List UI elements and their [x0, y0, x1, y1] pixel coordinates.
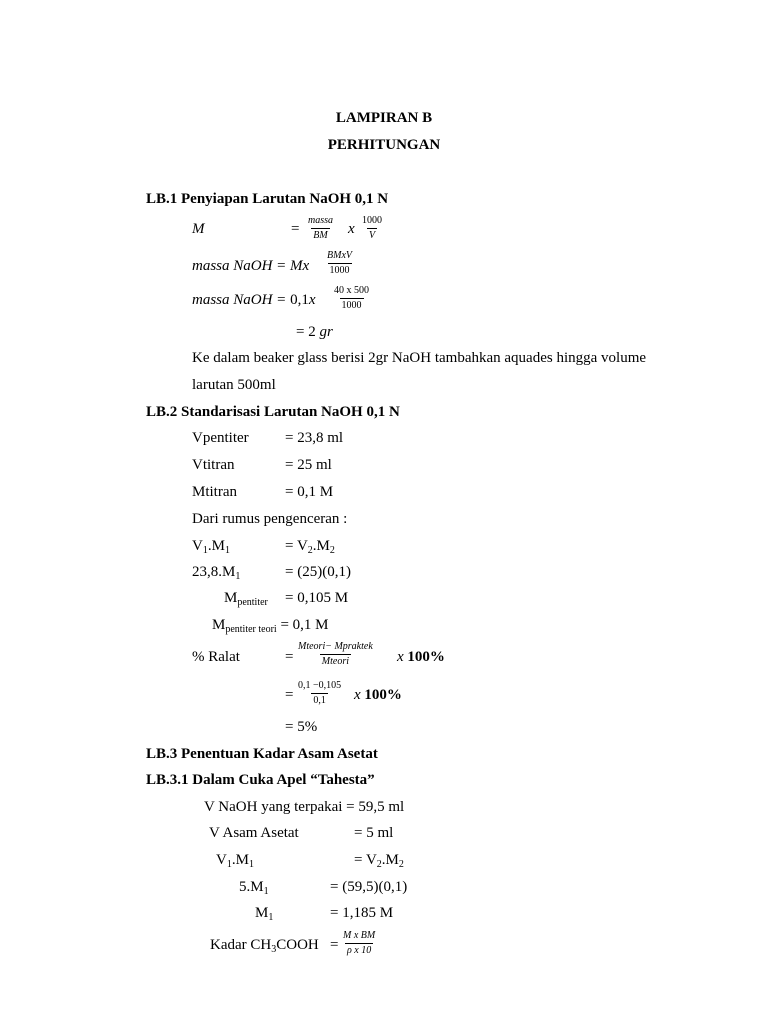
eq3-fraction [332, 286, 371, 311]
v-naoh-used: V NaOH yang terpakai = 59,5 ml [204, 799, 405, 815]
vtitran-value: = 25 ml [285, 457, 332, 473]
eq1-fraction-1000-v [360, 216, 384, 241]
eq2-lhs: massa NaOH = Mx [192, 258, 310, 274]
ralat-denominator: Mteori [321, 656, 349, 667]
mtitran-value: = 0,1 M [285, 484, 334, 500]
ralat-numerator: Mteori− Mpraktek [298, 641, 373, 652]
lb3-r3-rhs: = 1,185 M [330, 905, 394, 921]
eq1-lhs: M [192, 221, 205, 237]
v-asam-value: = 5 ml [354, 825, 394, 841]
mtitran-label: Mtitran [192, 484, 237, 500]
lb1-text-line2: larutan 500ml [192, 377, 276, 393]
eq2-fraction [325, 251, 354, 276]
eq3-value: 0,1 [290, 292, 309, 308]
lb1-text-line1: Ke dalam beaker glass berisi 2gr NaOH tambahkan aquades hingga volume [192, 350, 647, 366]
eq4-unit: gr [319, 324, 333, 340]
ralat-multiplier: x 100% [397, 649, 445, 665]
eq4-equals: = 2 [296, 324, 320, 340]
appendix-subtitle: PERHITUNGAN [327, 137, 441, 153]
vtitran-label: Vtitran [192, 457, 235, 473]
lb2-r1-lhs: $V_1.M_1$ [192, 538, 230, 556]
lb3-r2-rhs: = (59,5)(0,1) [330, 879, 408, 895]
lb1-heading: LB.1 Penyiapan Larutan NaOH 0,1 N [146, 191, 389, 207]
eq3-denominator: 1000 [341, 300, 362, 311]
ralat2-numerator: 0,1 −0,105 [298, 680, 342, 691]
ralat2-fraction [296, 681, 343, 706]
ralat-equals: = [285, 649, 294, 665]
lb2-r2-lhs: $23,8.M_1$ [192, 564, 241, 582]
eq3-line [192, 293, 315, 308]
lb3-heading: LB.3 Penentuan Kadar Asam Asetat [146, 746, 378, 762]
lb2-r2-rhs: = (25)(0,1) [285, 564, 351, 580]
eq1-f2-numerator: 1000 [362, 215, 382, 226]
vpentiter-label: Vpentiter [192, 430, 249, 446]
lb3-r3-lhs: $M_1$ [255, 905, 274, 923]
eq1-equals: = [291, 221, 300, 237]
eq3-lhs: massa NaOH = [192, 292, 291, 308]
v-asam-label: V Asam Asetat [209, 825, 299, 841]
eq3-numerator: 40 x 500 [334, 285, 369, 296]
lb2-r1-rhs: = $V_2.M_2$ [285, 538, 335, 556]
kadar-denominator: ρ x 10 [346, 945, 372, 956]
vpentiter-value: = 23,8 ml [285, 430, 344, 446]
eq2-denominator: 1000 [329, 265, 350, 276]
ralat-result: = 5% [285, 719, 318, 735]
ralat2-equals: = [285, 687, 294, 703]
kadar-numerator: M x BM [343, 930, 376, 941]
ralat-label: % Ralat [192, 649, 240, 665]
eq1-f1-denominator: BM [313, 230, 328, 241]
lb2-r3-rhs: = 0,105 M [285, 590, 349, 606]
ralat-fraction [296, 642, 375, 667]
eq4-line [296, 325, 333, 340]
eq3-times: x [308, 292, 316, 308]
eq1-f2-denominator: V [368, 230, 376, 241]
eq1-f1-numerator: massa [308, 215, 334, 226]
lb3-1-heading: LB.3.1 Dalam Cuka Apel “Tahesta” [146, 772, 375, 788]
lb2-r3-lhs: $M_{pentiter}$ [224, 590, 268, 608]
appendix-title: LAMPIRAN B [335, 110, 433, 126]
kadar-label: Kadar $CH_3COOH$ [210, 937, 319, 955]
kadar-fraction [341, 931, 377, 956]
eq1-times: x [348, 221, 355, 237]
eq1-fraction-mass-bm [306, 216, 335, 241]
ralat2-denominator: 0,1 [313, 695, 326, 706]
lb2-heading: LB.2 Standarisasi Larutan NaOH 0,1 N [146, 404, 400, 420]
lb3-r1-lhs: $V_1.M_1$ [216, 852, 254, 870]
ralat2-multiplier: x 100% [354, 687, 402, 703]
kadar-equals: = [330, 937, 339, 953]
eq2-numerator: BMxV [327, 250, 352, 261]
dilution-intro: Dari rumus pengenceran : [192, 511, 348, 527]
lb3-r1-rhs: = $V_2.M_2$ [354, 852, 404, 870]
lb2-r4: $M_{pentiter teori} = 0,1$ M [212, 617, 329, 635]
lb3-r2-lhs: $5.M_1$ [239, 879, 269, 897]
